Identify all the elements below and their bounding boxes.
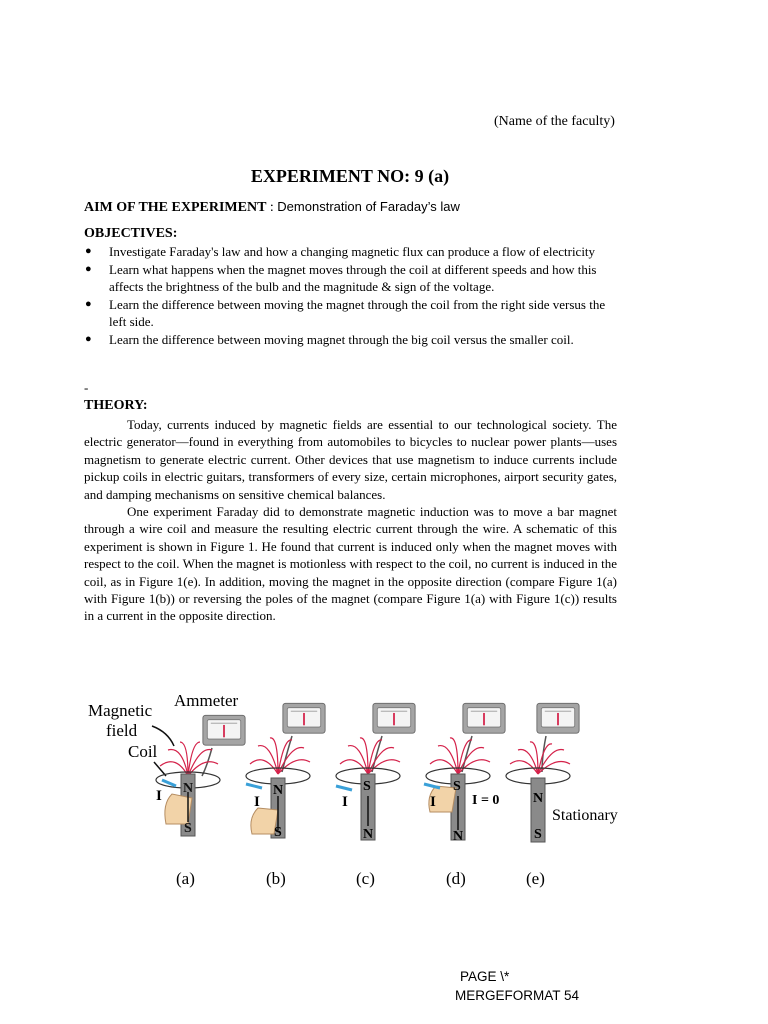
magnetic-label: Magnetic bbox=[88, 701, 153, 720]
theory-paragraph: Today, currents induced by magnetic fields are essential to our technological society. The electric generator—found in everything from automobiles to bicycles to nuclear power plants—uses magnetism to generate electric current. Other devices that use magnetism to induce currents include pickup coils in electric guitars, transformers of every size, certain microphones, airport security gates, and damping mechanisms on sensitive chemical balances. bbox=[84, 417, 617, 502]
ammeter-label: Ammeter bbox=[174, 691, 239, 710]
stationary-label: Stationary bbox=[552, 807, 618, 824]
bullet-icon: ● bbox=[85, 333, 92, 345]
aim-label: AIM OF THE EXPERIMENT bbox=[84, 200, 267, 215]
theory-body bbox=[84, 416, 617, 625]
aim-value: Demonstration of Faraday’s law bbox=[277, 199, 460, 214]
current-label: I bbox=[342, 794, 348, 810]
south-pole-label: S bbox=[363, 779, 371, 794]
objective-item bbox=[84, 331, 620, 348]
current-zero-label: I = 0 bbox=[472, 793, 500, 808]
aim-separator: : bbox=[266, 200, 278, 215]
theory-heading: THEORY: bbox=[84, 398, 148, 413]
current-label: I bbox=[156, 788, 162, 804]
experiment-title: EXPERIMENT NO: 9 (a) bbox=[250, 166, 450, 186]
current-label: I bbox=[430, 794, 436, 810]
panel-caption: (a) bbox=[176, 869, 195, 888]
bullet-icon: ● bbox=[85, 263, 92, 275]
panel-caption: (e) bbox=[526, 869, 545, 888]
objective-text: Learn the difference between moving magnet through the big coil versus the smaller coil. bbox=[109, 332, 574, 347]
theory-paragraph: One experiment Faraday did to demonstrate magnetic induction was to move a bar magnet through a wire coil and measure the resulting electric current through the wire. A schematic of this experiment is shown in Figure 1. He found that current is induced only when the magnet moves with respect to the coil. When the magnet is motionless with respect to the coil, no current is induced in the coil, as in Figure 1(e). In addition, moving the magnet in the opposite direction (compare Figure 1(a) with Figure 1(b)) or reversing the poles of the magnet (compare Figure 1(a) with Figure 1(c)) results in a current in the opposite direction. bbox=[84, 504, 617, 624]
arrow-icon bbox=[154, 762, 166, 776]
south-pole-label: S bbox=[534, 827, 542, 842]
figure-panel bbox=[156, 715, 245, 888]
north-pole-label: N bbox=[363, 827, 374, 842]
aim-line bbox=[84, 199, 460, 216]
objective-text: Investigate Faraday's law and how a changing magnetic flux can produce a flow of electricity bbox=[109, 244, 596, 259]
panel-caption: (c) bbox=[356, 869, 375, 888]
field-label: field bbox=[106, 721, 138, 740]
current-label: I bbox=[254, 794, 260, 810]
bullet-icon: ● bbox=[85, 245, 92, 257]
page-footer bbox=[455, 967, 579, 1005]
faraday-figure bbox=[82, 684, 622, 894]
objectives-heading: OBJECTIVES: bbox=[84, 226, 178, 241]
north-pole-label: N bbox=[533, 791, 544, 806]
panel-caption: (d) bbox=[446, 869, 466, 888]
objective-item bbox=[84, 296, 620, 330]
south-pole-label: S bbox=[274, 825, 282, 840]
objective-text: Learn what happens when the magnet moves through the coil at different speeds and how this affects the brightness of the bulb and the magnitude & sign of the voltage. bbox=[109, 262, 597, 294]
north-pole-label: N bbox=[273, 783, 284, 798]
south-pole-label: S bbox=[184, 821, 192, 836]
footer-mergeformat: MERGEFORMAT 54 bbox=[455, 988, 580, 1003]
objective-item bbox=[84, 261, 620, 295]
north-pole-label: N bbox=[183, 781, 194, 796]
faculty-name: (Name of the faculty) bbox=[494, 114, 615, 129]
panel-caption: (b) bbox=[266, 869, 286, 888]
north-pole-label: N bbox=[453, 829, 464, 844]
south-pole-label: S bbox=[453, 779, 461, 794]
footer-page-field: PAGE \* bbox=[460, 969, 510, 984]
coil-label: Coil bbox=[128, 742, 158, 761]
figure-panel bbox=[336, 703, 415, 888]
objective-text: Learn the difference between moving the magnet through the coil from the right side versus the left side. bbox=[109, 297, 606, 329]
separator-dash: - bbox=[84, 380, 89, 395]
objective-item bbox=[84, 243, 620, 260]
bullet-icon: ● bbox=[85, 298, 92, 310]
figure-panel bbox=[246, 703, 325, 888]
objectives-list bbox=[84, 243, 620, 349]
